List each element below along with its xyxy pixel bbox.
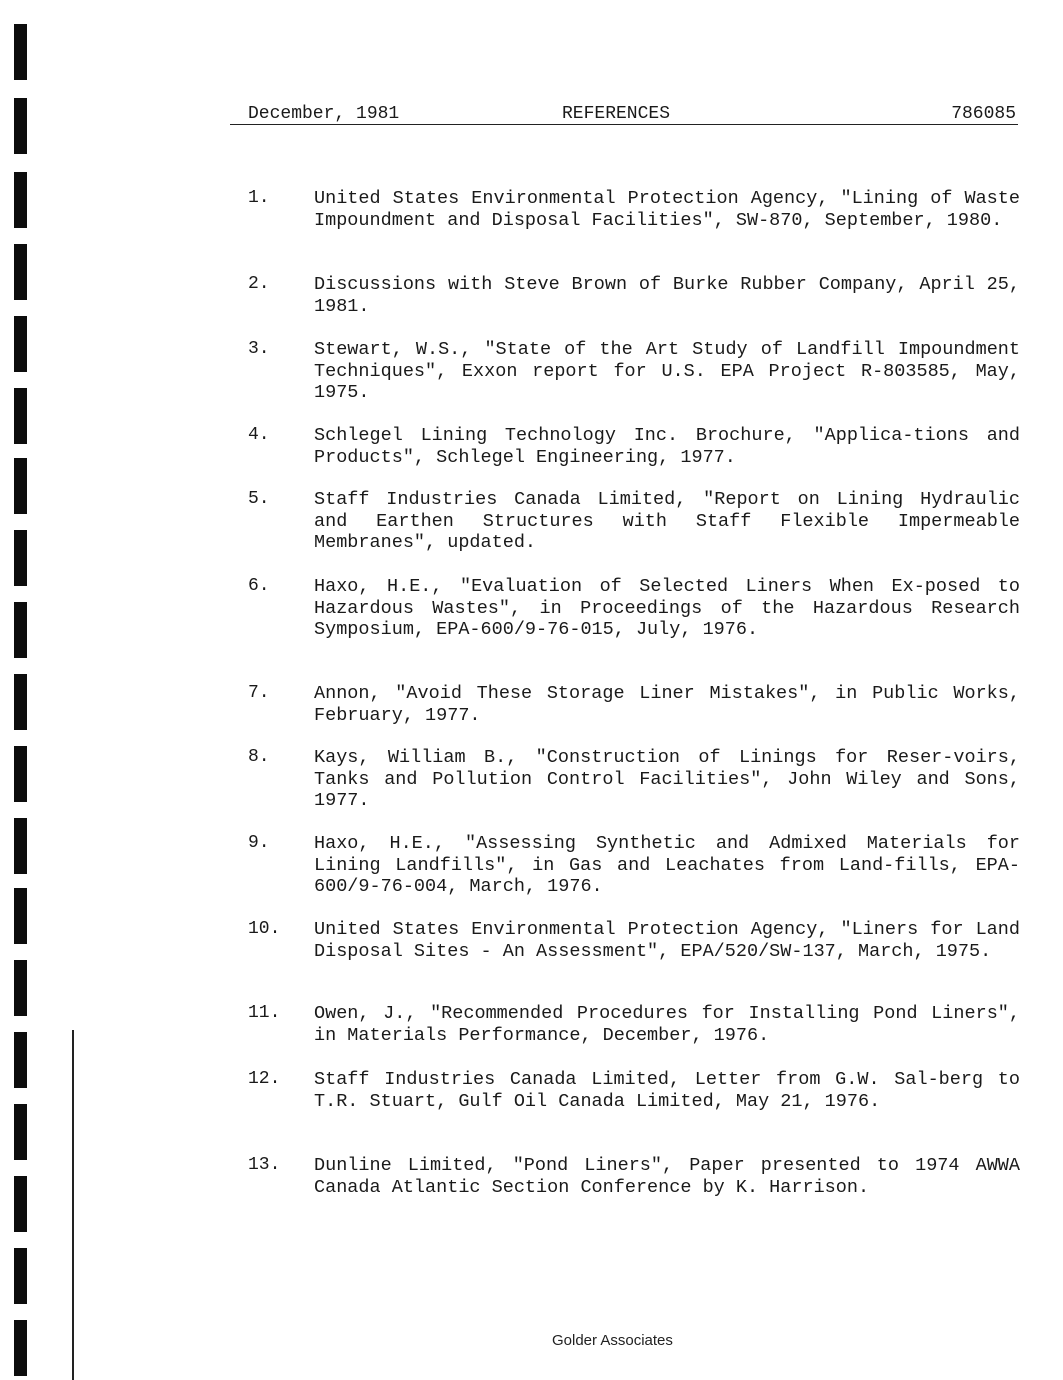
binder-mark bbox=[14, 1104, 27, 1160]
reference-text: Kays, William B., "Construction of Linings for Reser-voirs, Tanks and Pollution Control Facilities", John Wiley and Sons, 1977. bbox=[314, 747, 1020, 811]
footer-company: Golder Associates bbox=[552, 1332, 673, 1349]
binder-hole-marks bbox=[14, 0, 28, 1380]
reference-text: Dunline Limited, "Pond Liners", Paper presented to 1974 AWWA Canada Atlantic Section Conference by K. Harrison. bbox=[314, 1155, 1020, 1198]
reference-text: Discussions with Steve Brown of Burke Rubber Company, April 25, 1981. bbox=[314, 274, 1020, 317]
reference-text: United States Environmental Protection Agency, "Lining of Waste Impoundment and Disposal Facilities", SW-870, September, 1980. bbox=[314, 188, 1020, 231]
reference-number: 6. bbox=[248, 576, 270, 596]
binder-mark bbox=[14, 602, 27, 658]
reference-number: 1. bbox=[248, 188, 270, 208]
reference-number: 2. bbox=[248, 274, 270, 294]
header-title: REFERENCES bbox=[562, 104, 671, 124]
binder-mark bbox=[14, 1320, 27, 1376]
binder-mark bbox=[14, 316, 27, 372]
binder-mark bbox=[14, 530, 27, 586]
header-date: December, 1981 bbox=[248, 104, 400, 124]
binder-mark bbox=[14, 818, 27, 874]
reference-text: Haxo, H.E., "Assessing Synthetic and Admixed Materials for Lining Landfills", in Gas and Leachates from Land-fills, EPA-600/9-76-004, March, 1976. bbox=[314, 833, 1020, 897]
scan-edge-line bbox=[72, 1030, 74, 1380]
header-doc-number: 786085 bbox=[951, 104, 1016, 124]
binder-mark bbox=[14, 24, 27, 80]
binder-mark bbox=[14, 388, 27, 444]
reference-number: 13. bbox=[248, 1155, 281, 1175]
reference-text: Haxo, H.E., "Evaluation of Selected Liners When Ex-posed to Hazardous Wastes", in Proceedings of the Hazardous Research Symposium, EPA-600/9-76-015, July, 1976. bbox=[314, 576, 1020, 640]
reference-number: 4. bbox=[248, 425, 270, 445]
binder-mark bbox=[14, 1176, 27, 1232]
reference-number: 3. bbox=[248, 339, 270, 359]
binder-mark bbox=[14, 746, 27, 802]
reference-text: Stewart, W.S., "State of the Art Study of Landfill Impoundment Techniques", Exxon report for U.S. EPA Project R-803585, May, 1975. bbox=[314, 339, 1020, 403]
reference-text: Staff Industries Canada Limited, "Report on Lining Hydraulic and Earthen Structures with Staff Flexible Impermeable Membranes", updated. bbox=[314, 489, 1020, 553]
reference-text: Schlegel Lining Technology Inc. Brochure, "Applica-tions and Products", Schlegel Engineering, 1977. bbox=[314, 425, 1020, 468]
reference-text: Annon, "Avoid These Storage Liner Mistakes", in Public Works, February, 1977. bbox=[314, 683, 1020, 726]
reference-number: 9. bbox=[248, 833, 270, 853]
reference-text: Staff Industries Canada Limited, Letter from G.W. Sal-berg to T.R. Stuart, Gulf Oil Canada Limited, May 21, 1976. bbox=[314, 1069, 1020, 1112]
binder-mark bbox=[14, 888, 27, 944]
binder-mark bbox=[14, 674, 27, 730]
reference-number: 7. bbox=[248, 683, 270, 703]
reference-text: Owen, J., "Recommended Procedures for Installing Pond Liners", in Materials Performance, December, 1976. bbox=[314, 1003, 1020, 1046]
reference-number: 10. bbox=[248, 919, 281, 939]
reference-number: 12. bbox=[248, 1069, 281, 1089]
binder-mark bbox=[14, 172, 27, 228]
page-header bbox=[230, 102, 1018, 125]
reference-number: 11. bbox=[248, 1003, 281, 1023]
binder-mark bbox=[14, 1248, 27, 1304]
binder-mark bbox=[14, 960, 27, 1016]
binder-mark bbox=[14, 244, 27, 300]
reference-text: United States Environmental Protection Agency, "Liners for Land Disposal Sites - An Assessment", EPA/520/SW-137, March, 1975. bbox=[314, 919, 1020, 962]
reference-number: 8. bbox=[248, 747, 270, 767]
binder-mark bbox=[14, 98, 27, 154]
binder-mark bbox=[14, 1032, 27, 1088]
binder-mark bbox=[14, 458, 27, 514]
reference-number: 5. bbox=[248, 489, 270, 509]
